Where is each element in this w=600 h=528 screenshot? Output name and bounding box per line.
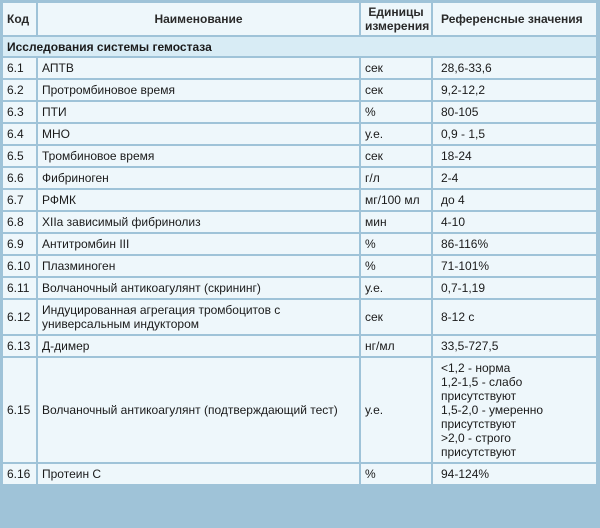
cell-code: 6.16 [3, 464, 36, 484]
cell-name-line1: Индуцированная агрегация тромбоцитов с [42, 303, 281, 317]
cell-ref-line: присутствуют [441, 389, 517, 403]
table-row [3, 58, 596, 78]
table-row [3, 256, 596, 276]
cell-unit: сек [361, 300, 431, 334]
cell-name [38, 300, 359, 334]
cell-code: 6.9 [3, 234, 36, 254]
cell-unit: % [361, 102, 431, 122]
hemostasis-reference-table [1, 1, 598, 486]
header-unit-line2: измерения [365, 19, 430, 33]
header-unit [361, 3, 431, 35]
cell-ref-line: присутствуют [441, 445, 517, 459]
cell-code: 6.11 [3, 278, 36, 298]
cell-ref: 18-24 [433, 146, 596, 166]
cell-code: 6.8 [3, 212, 36, 232]
cell-unit: мг/100 мл [361, 190, 431, 210]
cell-name: АПТВ [38, 58, 359, 78]
header-unit-line1: Единицы [368, 5, 424, 19]
cell-name: Волчаночный антикоагулянт (подтверждающий тест) [38, 358, 359, 462]
cell-unit: % [361, 464, 431, 484]
header-name: Наименование [38, 3, 359, 35]
cell-code: 6.3 [3, 102, 36, 122]
cell-name-line2: универсальным индуктором [42, 317, 200, 331]
table-header-row [3, 3, 596, 35]
cell-unit: у.е. [361, 358, 431, 462]
cell-code: 6.15 [3, 358, 36, 462]
cell-name: МНО [38, 124, 359, 144]
cell-code: 6.7 [3, 190, 36, 210]
cell-ref-line: присутствуют [441, 417, 517, 431]
table-row [3, 464, 596, 484]
table-row [3, 80, 596, 100]
cell-unit: сек [361, 58, 431, 78]
cell-name: Д-димер [38, 336, 359, 356]
table-row [3, 358, 596, 462]
cell-unit: % [361, 234, 431, 254]
cell-ref: 33,5-727,5 [433, 336, 596, 356]
cell-code: 6.2 [3, 80, 36, 100]
cell-name: Плазминоген [38, 256, 359, 276]
cell-ref: 8-12 с [433, 300, 596, 334]
cell-ref: 0,7-1,19 [433, 278, 596, 298]
cell-unit: у.е. [361, 278, 431, 298]
cell-name: Фибриноген [38, 168, 359, 188]
cell-name: Протромбиновое время [38, 80, 359, 100]
cell-name: XIIa зависимый фибринолиз [38, 212, 359, 232]
table-row [3, 336, 596, 356]
cell-ref-line: 1,2-1,5 - слабо [441, 375, 523, 389]
cell-unit: мин [361, 212, 431, 232]
cell-ref-line: >2,0 - строго [441, 431, 511, 445]
cell-code: 6.4 [3, 124, 36, 144]
cell-unit: г/л [361, 168, 431, 188]
cell-ref-line: 1,5-2,0 - умеренно [441, 403, 544, 417]
cell-ref: 28,6-33,6 [433, 58, 596, 78]
header-code: Код [3, 3, 36, 35]
cell-code: 6.13 [3, 336, 36, 356]
cell-name: РФМК [38, 190, 359, 210]
cell-code: 6.10 [3, 256, 36, 276]
cell-ref-line: <1,2 - норма [441, 361, 511, 375]
table-row [3, 124, 596, 144]
cell-unit: нг/мл [361, 336, 431, 356]
table-row [3, 168, 596, 188]
cell-ref: 0,9 - 1,5 [433, 124, 596, 144]
cell-ref: 94-124% [433, 464, 596, 484]
cell-ref: 9,2-12,2 [433, 80, 596, 100]
cell-ref: 71-101% [433, 256, 596, 276]
table-row [3, 190, 596, 210]
cell-ref: 4-10 [433, 212, 596, 232]
cell-ref: до 4 [433, 190, 596, 210]
cell-unit: % [361, 256, 431, 276]
table-row [3, 278, 596, 298]
table-row [3, 300, 596, 334]
section-title: Исследования системы гемостаза [3, 37, 596, 56]
table-row [3, 212, 596, 232]
cell-name: Протеин С [38, 464, 359, 484]
table-row [3, 146, 596, 166]
cell-name: Волчаночный антикоагулянт (скрининг) [38, 278, 359, 298]
cell-code: 6.6 [3, 168, 36, 188]
section-row [3, 37, 596, 56]
table-row [3, 234, 596, 254]
cell-code: 6.1 [3, 58, 36, 78]
cell-name: Антитромбин III [38, 234, 359, 254]
cell-unit: сек [361, 146, 431, 166]
cell-code: 6.5 [3, 146, 36, 166]
cell-ref: 2-4 [433, 168, 596, 188]
table-row [3, 102, 596, 122]
cell-name: Тромбиновое время [38, 146, 359, 166]
cell-unit: сек [361, 80, 431, 100]
cell-unit: у.е. [361, 124, 431, 144]
cell-ref: 86-116% [433, 234, 596, 254]
header-ref: Референсные значения [433, 3, 596, 35]
cell-ref [433, 358, 596, 462]
cell-ref: 80-105 [433, 102, 596, 122]
cell-name: ПТИ [38, 102, 359, 122]
cell-code: 6.12 [3, 300, 36, 334]
